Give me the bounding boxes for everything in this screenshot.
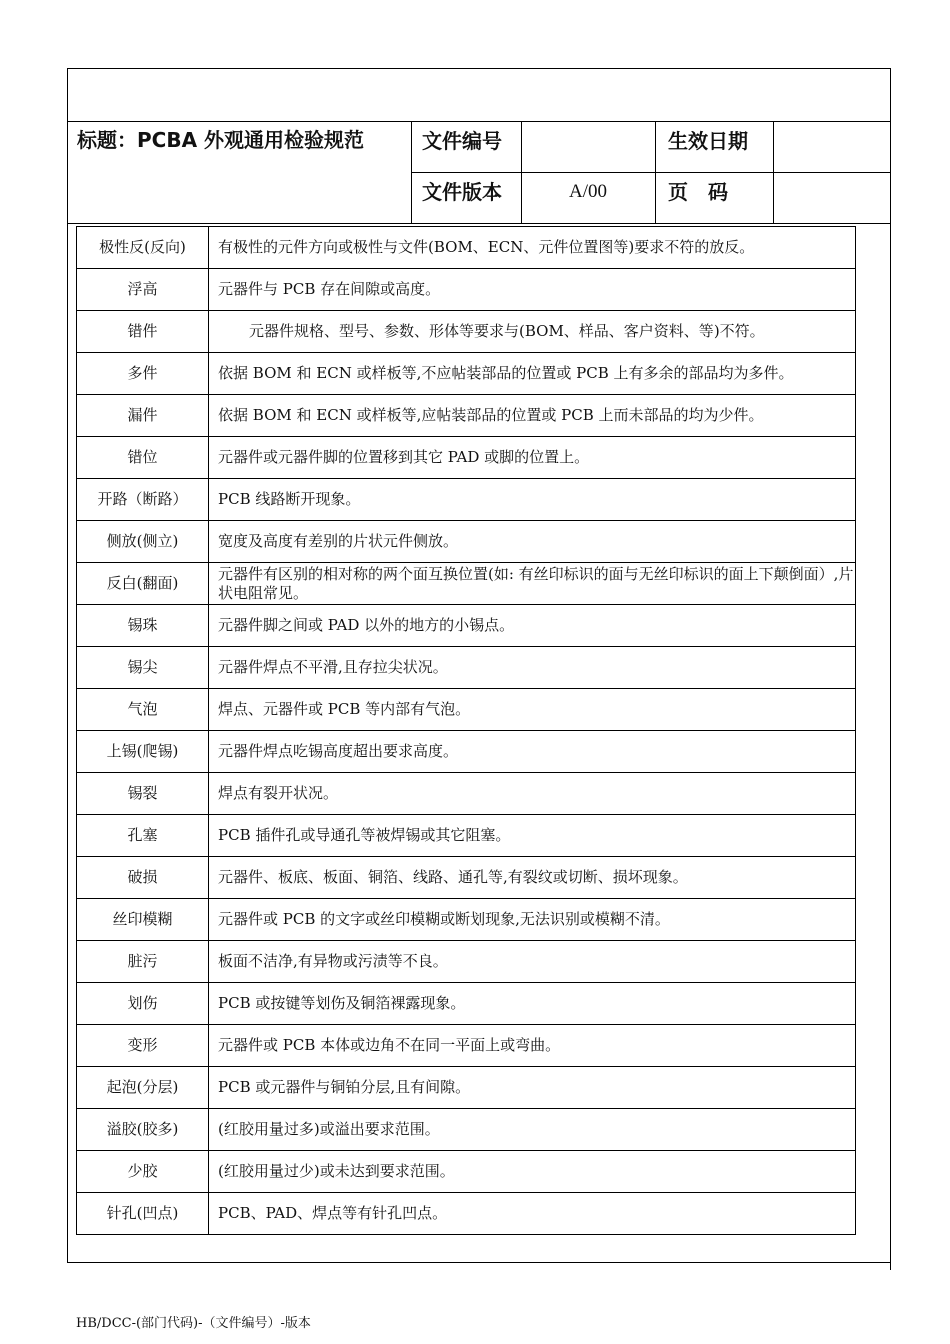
defect-term: 脏污 [77,941,209,983]
table-row [77,605,856,647]
table-row [77,1109,856,1151]
defect-description: 依据 BOM 和 ECN 或样板等,不应帖装部品的位置或 PCB 上有多余的部品均为多件。 [209,353,856,395]
table-row [77,857,856,899]
version-value: A/00 [569,181,607,202]
page-frame-tick [890,1262,891,1270]
defect-term: 侧放(侧立) [77,521,209,563]
defect-description: 元器件或 PCB 的文字或丝印模糊或断划现象,无法识别或模糊不清。 [209,899,856,941]
defect-term: 划伤 [77,983,209,1025]
table-row [77,773,856,815]
defect-term: 锡裂 [77,773,209,815]
table-row [77,731,856,773]
defect-term: 起泡(分层) [77,1067,209,1109]
defect-description: 元器件焊点不平滑,且存拉尖状况。 [209,647,856,689]
defect-term: 丝印模糊 [77,899,209,941]
defect-description: 元器件或元器件脚的位置移到其它 PAD 或脚的位置上。 [209,437,856,479]
defect-description: 依据 BOM 和 ECN 或样板等,应帖装部品的位置或 PCB 上而未部品的均为少件。 [209,395,856,437]
defect-description: PCB 线路断开现象。 [209,479,856,521]
defect-term: 漏件 [77,395,209,437]
defect-term: 锡珠 [77,605,209,647]
document-header [67,121,891,224]
defect-description: 元器件、板底、板面、铜箔、线路、通孔等,有裂纹或切断、损坏现象。 [209,857,856,899]
table-row [77,983,856,1025]
defect-term: 上锡(爬锡) [77,731,209,773]
defect-description: 元器件或 PCB 本体或边角不在同一平面上或弯曲。 [209,1025,856,1067]
effective-date-label: 生效日期 [668,129,748,153]
table-row [77,815,856,857]
table-row [77,227,856,269]
defect-term: 气泡 [77,689,209,731]
defect-description: 元器件焊点吃锡高度超出要求高度。 [209,731,856,773]
defect-term: 错位 [77,437,209,479]
table-row [77,899,856,941]
table-row [77,479,856,521]
defect-description: 焊点有裂开状况。 [209,773,856,815]
page-frame-bottom [67,1262,891,1263]
defect-description: PCB、PAD、焊点等有针孔凹点。 [209,1193,856,1235]
defect-term: 极性反(反向) [77,227,209,269]
doc-number-label: 文件编号 [422,129,502,153]
defect-description: 元器件规格、型号、参数、形体等要求与(BOM、样品、客户资料、等)不符。 [209,311,856,353]
defect-term: 少胶 [77,1151,209,1193]
table-row [77,269,856,311]
table-row [77,1151,856,1193]
table-row [77,1025,856,1067]
defect-term: 反白(翻面) [77,563,209,605]
defect-description: PCB 或按键等划伤及铜箔裸露现象。 [209,983,856,1025]
defect-description: PCB 或元器件与铜铂分层,且有间隙。 [209,1067,856,1109]
page-label: 页码 [668,180,748,204]
defect-description: 焊点、元器件或 PCB 等内部有气泡。 [209,689,856,731]
table-row [77,437,856,479]
defect-description: 元器件有区别的相对称的两个面互换位置(如: 有丝印标识的面与无丝印标识的面上下颠倒面）,片状电阻常见。 [209,563,856,605]
defect-description: 宽度及高度有差别的片状元件侧放。 [209,521,856,563]
table-row [77,563,856,605]
defect-definition-table [76,226,856,1235]
defect-term: 破损 [77,857,209,899]
defect-description: PCB 插件孔或导通孔等被焊锡或其它阻塞。 [209,815,856,857]
table-row [77,521,856,563]
defect-term: 溢胶(胶多) [77,1109,209,1151]
defect-description: 板面不洁净,有异物或污渍等不良。 [209,941,856,983]
table-row [77,395,856,437]
defect-description: 元器件脚之间或 PAD 以外的地方的小锡点。 [209,605,856,647]
defect-description: 有极性的元件方向或极性与文件(BOM、ECN、元件位置图等)要求不符的放反。 [209,227,856,269]
table-row [77,1193,856,1235]
table-row [77,311,856,353]
defect-description: (红胶用量过少)或未达到要求范围。 [209,1151,856,1193]
defect-term: 浮高 [77,269,209,311]
footer-document-code: HB/DCC-(部门代码)-（文件编号）-版本 [76,1316,311,1331]
defect-term: 变形 [77,1025,209,1067]
table-row [77,689,856,731]
version-label: 文件版本 [422,180,502,204]
document-title: 标题：PCBA 外观通用检验规范 [77,128,365,152]
header-row-divider [411,172,891,173]
table-row [77,941,856,983]
defect-term: 错件 [77,311,209,353]
defect-term: 孔塞 [77,815,209,857]
defect-description: (红胶用量过多)或溢出要求范围。 [209,1109,856,1151]
defect-term: 锡尖 [77,647,209,689]
table-row [77,647,856,689]
defect-term: 开路（断路） [77,479,209,521]
defect-term: 多件 [77,353,209,395]
defect-description: 元器件与 PCB 存在间隙或高度。 [209,269,856,311]
table-row [77,353,856,395]
table-row [77,1067,856,1109]
defect-term: 针孔(凹点) [77,1193,209,1235]
